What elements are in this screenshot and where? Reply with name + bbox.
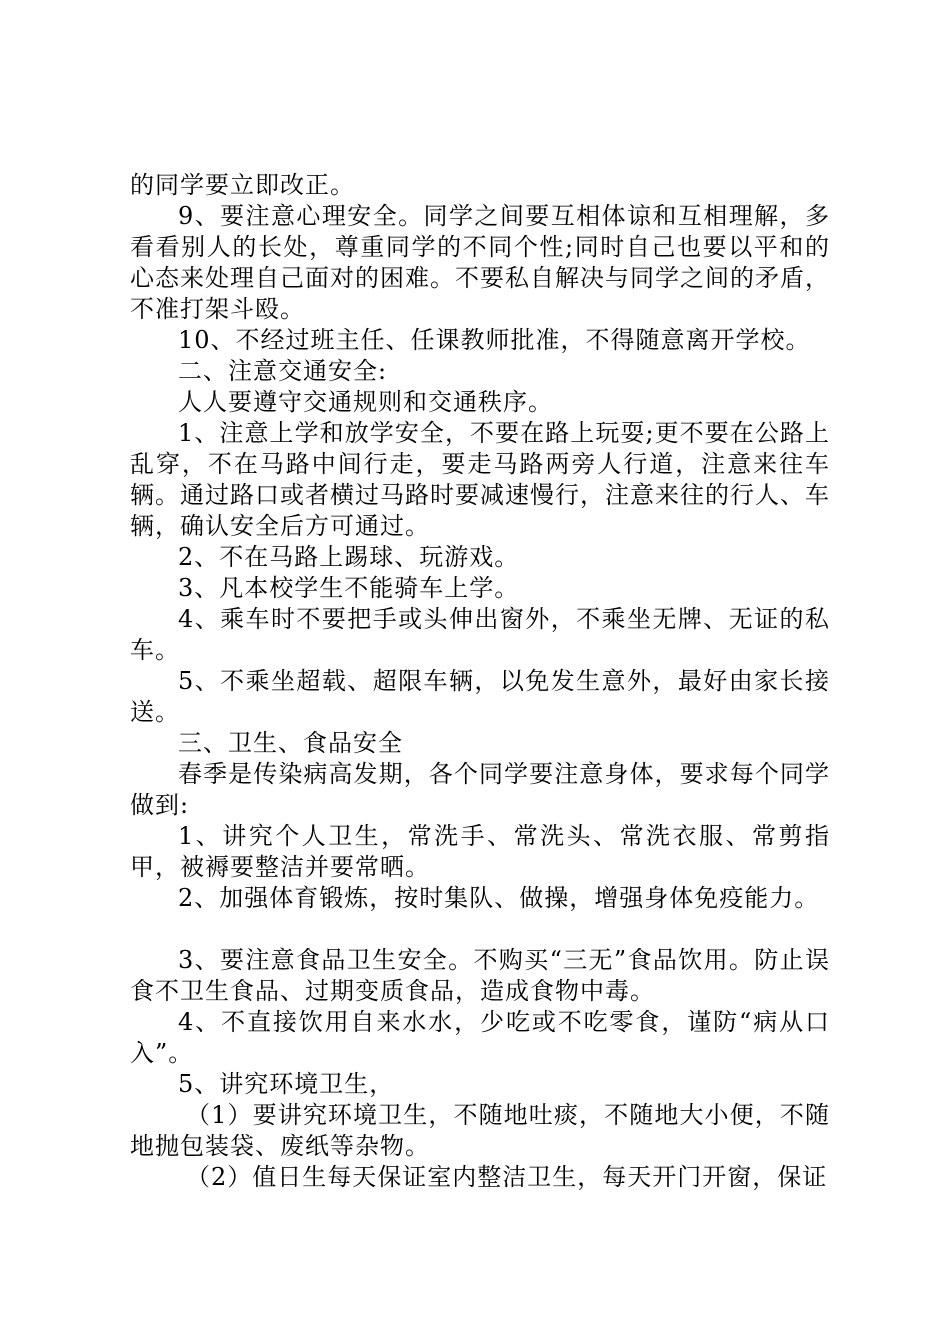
paragraph-continuation: 的同学要立即改正。: [130, 171, 355, 199]
paragraph-hygiene-5: 5、讲究环境卫生，: [178, 1070, 395, 1098]
paragraph-traffic-1: 1、注意上学和放学安全，不要在路上玩耍;更不要在公路上乱穿，不在马路中间行走，要走马路两旁人行道，注意来往车辆。通过路口或者横过马路时要减速慢行，注意来往的行人、车辆，确认安全后方可通过。: [130, 419, 830, 540]
document-body: [130, 170, 830, 1193]
paragraph-traffic-5: 5、不乘坐超载、超限车辆，以免发生意外，最好由家长接送。: [130, 667, 830, 726]
paragraph-hygiene-1: 1、讲究个人卫生，常洗手、常洗头、常洗衣服、常剪指甲，被褥要整洁并要常晒。: [130, 822, 830, 881]
paragraph-hygiene-2: 2、加强体育锻炼，按时集队、做操，增强身体免疫能力。: [178, 884, 820, 912]
paragraph-traffic-intro: 人人要遵守交通规则和交通秩序。: [178, 388, 553, 416]
paragraph-traffic-2: 2、不在马路上踢球、玩游戏。: [178, 543, 520, 571]
blank-line: [130, 914, 830, 945]
paragraph-traffic-3: 3、凡本校学生不能骑车上学。: [178, 574, 520, 602]
paragraph-hygiene-4: 4、不直接饮用自来水水，少吃或不吃零食，谨防“病从口入”。: [130, 1008, 830, 1067]
paragraph-hygiene-3: 3、要注意食品卫生安全。不购买“三无”食品饮用。防止误食不卫生食品、过期变质食品，造成食物中毒。: [130, 946, 830, 1005]
section-heading-hygiene: 三、卫生、食品安全: [178, 729, 403, 757]
paragraph-item-9: 9、要注意心理安全。同学之间要互相体谅和互相理解，多看看别人的长处，尊重同学的不同个性;同时自己也要以平和的心态来处理自己面对的困难。不要私自解决与同学之间的矛盾，不准打架斗殴。: [130, 202, 830, 323]
section-heading-traffic: 二、注意交通安全:: [178, 357, 388, 385]
paragraph-hygiene-5-sub-1: （1）要讲究环境卫生，不随地吐痰，不随地大小便，不随地抛包装袋、废纸等杂物。: [130, 1101, 830, 1160]
paragraph-traffic-4: 4、乘车时不要把手或头伸出窗外，不乘坐无牌、无证的私车。: [130, 605, 830, 664]
paragraph-item-10: 10、不经过班主任、任课教师批准，不得随意离开学校。: [178, 326, 811, 354]
paragraph-hygiene-intro: 春季是传染病高发期，各个同学要注意身体，要求每个同学做到:: [130, 760, 830, 819]
paragraph-hygiene-5-sub-2: （2）值日生每天保证室内整洁卫生，每天开门开窗，保证: [186, 1163, 828, 1191]
